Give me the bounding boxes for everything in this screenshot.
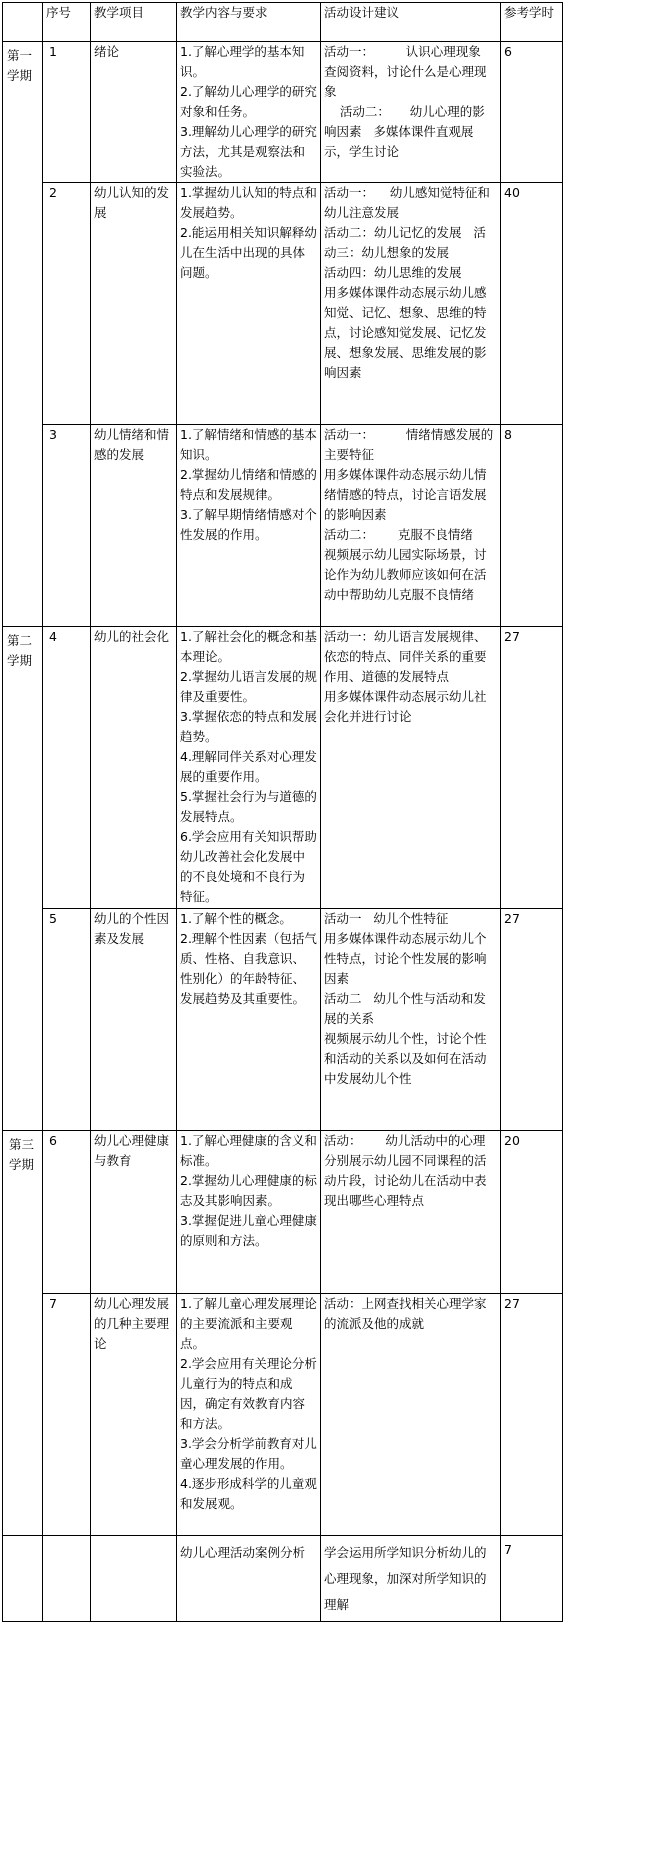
seq-cell: [43, 1536, 91, 1622]
content-line: 3.理解幼儿心理学的研究方法，尤其是观察法和实验法。: [180, 124, 317, 179]
content-cell: [177, 909, 321, 1131]
activity-line: 用多媒体课件动态展示幼儿感知觉、记忆、想象、思维的特点，讨论感知觉发展、记忆发展、想象发展、思维发展的影响因素: [324, 285, 487, 380]
content-line: 6.学会应用有关知识帮助幼儿改善社会化发展中的不良处境和不良行为特征。: [180, 829, 317, 904]
content-line: 3.了解早期情绪情感对个性发展的作用。: [180, 507, 317, 542]
activity-cell: [321, 183, 501, 425]
seq-cell: 6: [43, 1131, 91, 1294]
content-cell: [177, 1131, 321, 1294]
activity-line: 视频展示幼儿个性，讨论个性和活动的关系以及如何在活动中发展幼儿个性: [324, 1031, 487, 1086]
header-project: 教学项目: [91, 3, 177, 42]
activity-line: 视频展示幼儿园实际场景，讨论作为幼儿教师应该如何在活动中帮助幼儿克服不良情绪: [324, 547, 487, 602]
hours-cell: 8: [501, 425, 563, 627]
content-cell: [177, 627, 321, 909]
activity-line: 活动一：幼儿语言发展规律、依恋的特点、同伴关系的重要作用、道德的发展特点: [324, 629, 487, 684]
hours-cell: 27: [501, 1294, 563, 1536]
semester-cell-empty: [3, 1536, 43, 1622]
activity-cell: [321, 1131, 501, 1294]
activity-cell: [321, 627, 501, 909]
content-line: 2.能运用相关知识解释幼儿在生活中出现的具体问题。: [180, 225, 317, 280]
content-cell: [177, 425, 321, 627]
header-hours: 参考学时: [501, 3, 563, 42]
project-cell: 幼儿认知的发展: [91, 183, 177, 425]
activity-line: 用多媒体课件动态展示幼儿社会化并进行讨论: [324, 689, 487, 724]
content-line: 幼儿心理活动案例分析: [180, 1545, 306, 1560]
activity-line: 活动： 幼儿活动中的心理 分别展示幼儿园不同课程的活动片段，讨论幼儿在活动中表现出哪些心理特点: [324, 1133, 498, 1208]
activity-line: 学会运用所学知识分析幼儿的心理现象，加深对所学知识的理解: [324, 1545, 487, 1612]
project-cell: 幼儿的社会化: [91, 627, 177, 909]
content-line: 4.理解同伴关系对心理发展的重要作用。: [180, 749, 317, 784]
activity-cell: [321, 1294, 501, 1536]
content-line: 2.理解个性因素（包括气质、性格、自我意识、性别化）的年龄特征、发展趋势及其重要性。: [180, 931, 317, 1006]
header-content: 教学内容与要求: [177, 3, 321, 42]
activity-line: 活动二 幼儿个性与活动和发展的关系: [324, 991, 486, 1026]
content-line: 1.了解社会化的概念和基本理论。: [180, 629, 317, 664]
content-line: 2.掌握幼儿情绪和情感的特点和发展规律。: [180, 467, 317, 502]
project-cell: [91, 1536, 177, 1622]
content-line: 1.了解情绪和情感的基本知识。: [180, 427, 317, 462]
content-line: 3.掌握依恋的特点和发展趋势。: [180, 709, 317, 744]
content-line: 1.了解儿童心理发展理论的主要流派和主要观点。: [180, 1296, 317, 1351]
content-line: 1.了解个性的概念。: [180, 911, 292, 926]
seq-cell: 5: [43, 909, 91, 1131]
project-cell: 幼儿心理发展的几种主要理论: [91, 1294, 177, 1536]
content-cell: [177, 183, 321, 425]
activity-cell: [321, 425, 501, 627]
activity-line: 用多媒体课件动态展示幼儿情绪情感的特点，讨论言语发展的影响因素: [324, 467, 487, 522]
seq-cell: 3: [43, 425, 91, 627]
content-line: 1.了解心理学的基本知识。: [180, 44, 305, 79]
hours-cell: 27: [501, 627, 563, 909]
project-cell: 绪论: [91, 42, 177, 183]
content-line: 1.掌握幼儿认知的特点和发展趋势。: [180, 185, 317, 220]
header-row: [3, 3, 563, 42]
project-cell: 幼儿情绪和情感的发展: [91, 425, 177, 627]
content-line: 3.学会分析学前教育对儿童心理发展的作用。: [180, 1436, 317, 1471]
project-cell: 幼儿的个性因素及发展: [91, 909, 177, 1131]
seq-cell: 1: [43, 42, 91, 183]
hours-cell: 40: [501, 183, 563, 425]
activity-line: 活动四：幼儿思维的发展: [324, 265, 462, 280]
hours-cell: 27: [501, 909, 563, 1131]
hours-cell: 7: [501, 1536, 563, 1622]
content-cell: [177, 1536, 321, 1622]
activity-line: 活动二： 幼儿心理的影响因素 多媒体课件直观展示，学生讨论: [324, 104, 485, 159]
table-row: [3, 1131, 563, 1294]
semester-cell: 第二学期: [3, 627, 43, 1131]
hours-cell: 20: [501, 1131, 563, 1294]
content-line: 4.逐步形成科学的儿童观和发展观。: [180, 1476, 317, 1511]
content-line: 2.了解幼儿心理学的研究对象和任务。: [180, 84, 317, 119]
activity-line: 活动一 幼儿个性特征: [324, 911, 449, 926]
activity-cell: [321, 1536, 501, 1622]
header-activity: 活动设计建议: [321, 3, 501, 42]
curriculum-table: [2, 2, 563, 1622]
curriculum-table-page: [2, 2, 562, 1622]
table-row: [3, 627, 563, 909]
content-line: 2.掌握幼儿心理健康的标志及其影响因素。: [180, 1173, 317, 1208]
hours-cell: 6: [501, 42, 563, 183]
table-row: [3, 1536, 563, 1622]
activity-line: 用多媒体课件动态展示幼儿个性特点，讨论个性发展的影响因素: [324, 931, 487, 986]
content-cell: [177, 1294, 321, 1536]
header-seq: 序号: [43, 3, 91, 42]
seq-cell: 2: [43, 183, 91, 425]
content-line: 3.掌握促进儿童心理健康的原则和方法。: [180, 1213, 317, 1248]
table-row: [3, 425, 563, 627]
table-row: [3, 183, 563, 425]
semester-cell: 第一学期: [3, 42, 43, 627]
activity-cell: [321, 909, 501, 1131]
content-line: 1.了解心理健康的含义和标准。: [180, 1133, 317, 1168]
activity-line: 活动：上网查找相关心理学家的流派及他的成就: [324, 1296, 487, 1331]
table-row: [3, 909, 563, 1131]
table-row: [3, 1294, 563, 1536]
semester-cell: 第三学期: [3, 1131, 43, 1536]
activity-line: 活动一： 认识心理现象 查阅资料，讨论什么是心理现象: [324, 44, 493, 99]
activity-line: 活动一： 幼儿感知觉特征和幼儿注意发展: [324, 185, 490, 220]
seq-cell: 4: [43, 627, 91, 909]
content-line: 2.学会应用有关理论分析儿童行为的特点和成因，确定有效教育内容和方法。: [180, 1356, 317, 1431]
project-cell: 幼儿心理健康与教育: [91, 1131, 177, 1294]
header-semester: [3, 3, 43, 42]
table-row: [3, 42, 563, 183]
activity-line: 活动一： 情绪情感发展的主要特征: [324, 427, 494, 462]
seq-cell: 7: [43, 1294, 91, 1536]
activity-line: 活动二：幼儿记忆的发展 活动三：幼儿想象的发展: [324, 225, 486, 260]
content-cell: [177, 42, 321, 183]
content-line: 2.掌握幼儿语言发展的规律及重要性。: [180, 669, 317, 704]
activity-cell: [321, 42, 501, 183]
content-line: 5.掌握社会行为与道德的发展特点。: [180, 789, 317, 824]
activity-line: 活动二： 克服不良情绪: [324, 527, 473, 542]
